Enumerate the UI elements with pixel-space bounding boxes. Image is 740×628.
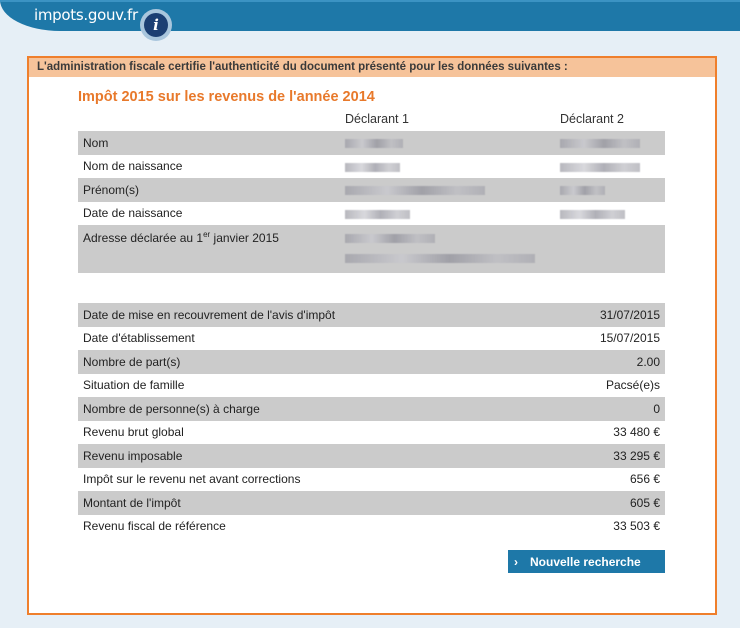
row-label: Prénom(s) xyxy=(78,178,340,202)
row-label: Date de mise en recouvrement de l'avis d'impôt xyxy=(78,303,498,327)
header-top-line xyxy=(0,0,740,2)
address-label-sup: er xyxy=(203,230,211,239)
row-label: Impôt sur le revenu net avant corrections xyxy=(83,472,301,487)
address-label-part: Adresse déclarée au 1 xyxy=(83,231,204,245)
table-row xyxy=(78,350,665,374)
certification-banner: L'administration fiscale certifie l'authenticité du document présenté pour les données suivantes : xyxy=(29,58,715,77)
site-logo-badge[interactable] xyxy=(140,9,172,41)
table-row xyxy=(78,397,665,421)
table-row xyxy=(78,155,665,179)
certification-panel xyxy=(27,56,717,615)
table-row xyxy=(78,327,665,351)
row-value: 33 503 € xyxy=(613,519,660,534)
row-label xyxy=(78,225,340,273)
redacted-value xyxy=(560,210,625,219)
new-search-button[interactable] xyxy=(508,550,665,573)
row-label: Revenu brut global xyxy=(83,425,184,440)
declarant-1-value xyxy=(340,202,555,226)
table-row xyxy=(78,178,665,202)
row-label: Montant de l'impôt xyxy=(78,491,498,515)
row-value: 15/07/2015 xyxy=(599,331,660,346)
row-value: 2.00 xyxy=(498,350,665,374)
table-row xyxy=(78,444,665,468)
redacted-value xyxy=(345,210,410,219)
row-label: Revenu imposable xyxy=(78,444,498,468)
declarant-2-value xyxy=(555,131,665,155)
redacted-value xyxy=(560,186,605,195)
row-label: Situation de famille xyxy=(83,378,185,393)
chevron-right-icon: › xyxy=(514,554,518,569)
row-label: Date d'établissement xyxy=(83,331,195,346)
row-value: 33 480 € xyxy=(613,425,660,440)
redacted-value xyxy=(345,186,485,195)
declarant-1-value xyxy=(340,178,555,202)
redacted-value xyxy=(345,234,435,243)
declarant-1-value xyxy=(340,131,555,155)
row-label: Nom de naissance xyxy=(83,159,183,174)
table-row xyxy=(78,421,665,445)
row-value: 656 € xyxy=(629,472,660,487)
declarant-1-value xyxy=(340,155,555,179)
redacted-value xyxy=(560,139,640,148)
table-row xyxy=(78,515,665,539)
redacted-value xyxy=(345,139,403,148)
address-label-part: janvier 2015 xyxy=(210,231,279,245)
row-value: 31/07/2015 xyxy=(498,303,665,327)
table-row xyxy=(78,303,665,327)
table-row xyxy=(78,202,665,226)
column-header-declarant-1: Déclarant 1 xyxy=(345,112,409,126)
row-label: Date de naissance xyxy=(83,206,183,221)
page-title: Impôt 2015 sur les revenus de l'année 2014 xyxy=(78,89,375,105)
info-i-icon: i xyxy=(144,13,168,37)
row-value: 605 € xyxy=(498,491,665,515)
identity-table xyxy=(78,131,665,273)
redacted-value xyxy=(345,163,400,172)
declarant-2-value xyxy=(555,202,665,226)
table-row xyxy=(78,374,665,398)
site-logo-text[interactable]: impots.gouv.fr xyxy=(34,6,138,24)
table-row xyxy=(78,131,665,155)
table-row xyxy=(78,468,665,492)
table-row xyxy=(78,491,665,515)
declarant-2-value xyxy=(555,155,665,179)
row-label: Revenu fiscal de référence xyxy=(83,519,226,534)
new-search-label: Nouvelle recherche xyxy=(530,554,641,569)
declarant-2-value xyxy=(555,178,665,202)
row-value: 33 295 € xyxy=(498,444,665,468)
redacted-value xyxy=(560,163,640,172)
tax-summary-table xyxy=(78,303,665,538)
row-label: Nom xyxy=(78,131,340,155)
row-label: Nombre de personne(s) à charge xyxy=(78,397,498,421)
column-header-declarant-2: Déclarant 2 xyxy=(560,112,624,126)
address-value xyxy=(340,225,665,273)
row-value: 0 xyxy=(498,397,665,421)
row-value: Pacsé(e)s xyxy=(605,378,660,393)
table-row-address xyxy=(78,225,665,273)
row-label: Nombre de part(s) xyxy=(78,350,498,374)
redacted-value xyxy=(345,254,535,263)
